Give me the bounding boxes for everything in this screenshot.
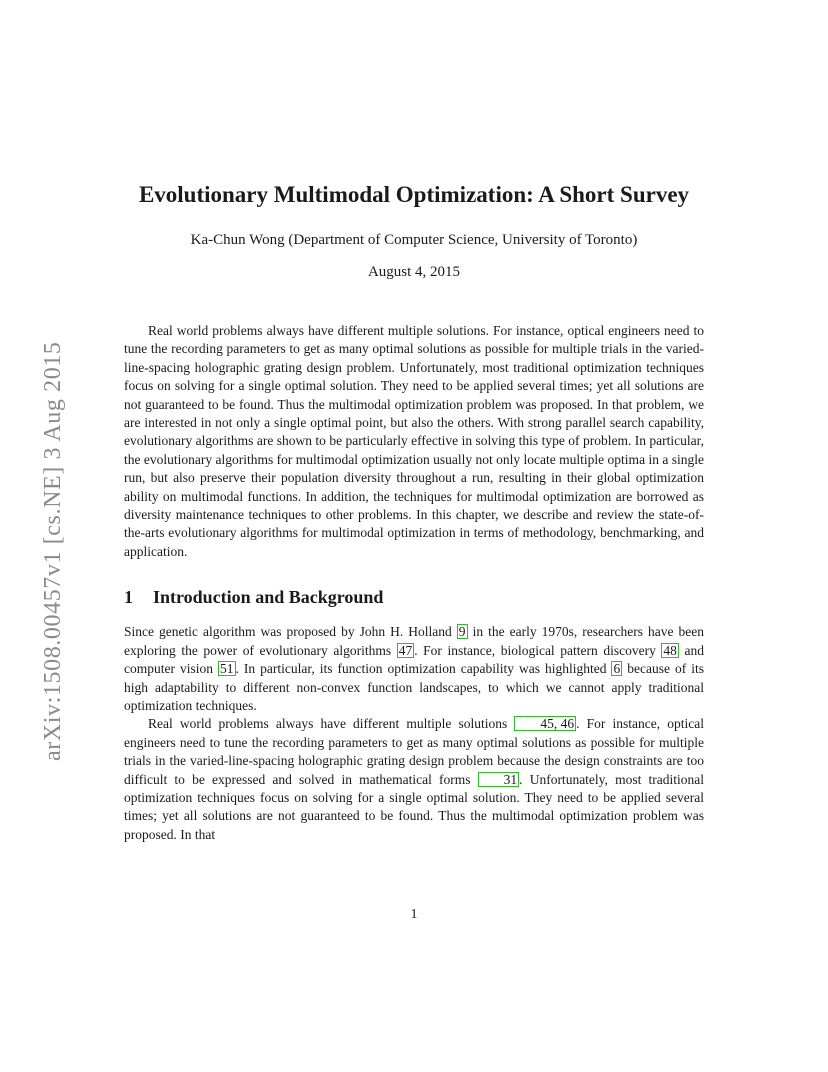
paragraph-2 [124,715,704,844]
paper-author: Ka-Chun Wong (Department of Computer Science, University of Toronto) [190,232,638,248]
arxiv-identifier-stamp [16,291,66,761]
section-title: Introduction and Background [153,587,384,608]
paragraph-text: in the early 1970s, researchers have been exploring the power of evolutionary algorithms [124,624,704,658]
arxiv-identifier-text: arXiv:1508.00457v1 [cs.NE] 3 Aug 2015 [40,341,66,761]
abstract: Real world problems always have different multiple solutions. For instance, optical engineers need to tune the recording parameters to get as many optimal solutions as possible for multiple trials in the varied-line-spacing holographic grating design problem. Unfortunately, most traditional optimization techniques focus on solving for a single optimal solution. They need to be applied several times; yet all solutions are not guaranteed to be found. Thus the multimodal optimization problem was proposed. In that problem, we are interested in not only a single optimal point, but also the others. With strong parallel search capability, evolutionary algorithms are shown to be particularly effective in solving this type of problem. In particular, the evolutionary algorithms for multimodal optimization usually not only locate multiple optima in a single run, but also preserve their population diversity throughout a run, resulting in their global optimization ability on multimodal functions. In addition, the techniques for multimodal optimization are borrowed as diversity maintenance techniques to other problems. In this chapter, we describe and review the state-of-the-arts evolutionary algorithms for multimodal optimization in terms of methodology, benchmarking, and application. [124,323,704,559]
citation-link[interactable]: 6 [613,661,621,677]
citation-link[interactable]: 48 [663,642,677,658]
citation-link[interactable]: 45, 46 [514,716,576,731]
section-heading [124,585,704,609]
section-number: 1 [124,587,133,608]
citation-link[interactable]: 9 [458,624,466,640]
paper-page [124,180,704,844]
paragraph-text: because of its high adaptability to different non-convex function landscapes, to which we cannot apply traditional optimization techniques. [124,661,704,713]
paragraph-text: . For instance, biological pattern discovery [414,642,662,658]
paper-title: Evolutionary Multimodal Optimization: A Short Survey [138,182,690,207]
citation-link[interactable]: 51 [220,661,234,677]
section-body [124,623,704,844]
paragraph-text: . In particular, its function optimization capability was highlighted [235,661,612,677]
citation-link[interactable]: 31 [478,772,520,787]
paragraph-text: . For instance, optical engineers need to tune the recording parameters to get as many optimal solutions as possible for multiple trials in the varied-line-spacing holographic grating design problem because the design constraints are too difficult to be expressed and solved in mathematical forms [124,716,704,787]
paragraph-text: Real world problems always have different multiple solutions [148,716,515,732]
paragraph-1 [124,623,704,715]
paragraph-text: and computer vision [124,642,704,677]
paragraph-text: Since genetic algorithm was proposed by John H. Holland [124,624,457,640]
page-number: 1 [410,907,418,922]
citation-link[interactable]: 47 [398,642,413,658]
paragraph-text: . Unfortunately, most traditional optimization techniques focus on solving for a single optimal solution. They need to be applied several times; yet all solutions are not guaranteed to be found. Thus the multimodal optimization problem was proposed. In that [124,771,704,842]
paper-date: August 4, 2015 [367,264,461,280]
